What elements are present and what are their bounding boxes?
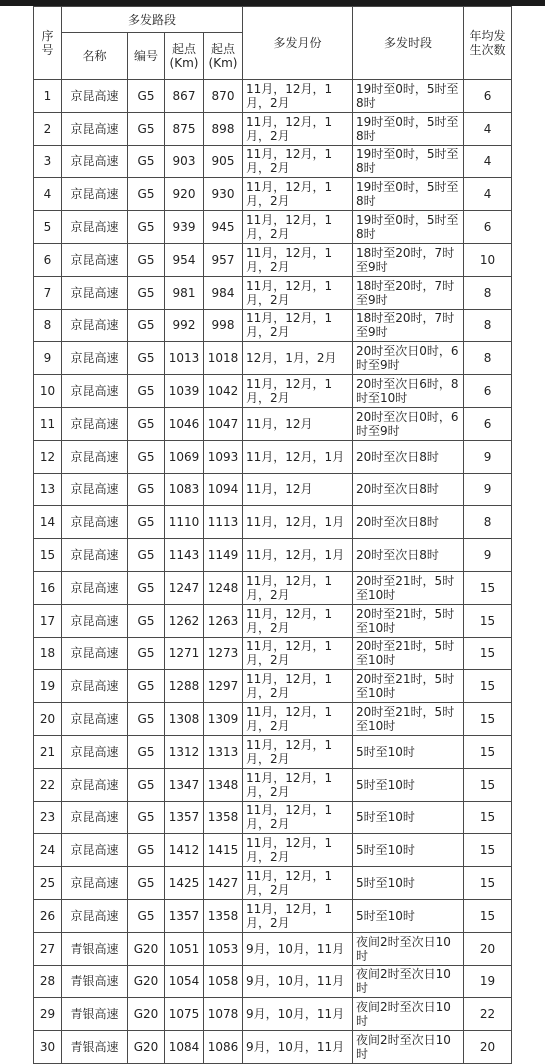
row-months: 11月，12月，1月，2月 (243, 211, 353, 244)
row-hours: 19时至0时，5时至8时 (353, 211, 464, 244)
row-end-km: 1042 (204, 375, 243, 408)
row-months: 11月，12月 (243, 473, 353, 506)
row-annual-count: 22 (464, 998, 512, 1031)
row-seq: 13 (34, 473, 62, 506)
row-annual-count: 15 (464, 703, 512, 736)
row-months: 12月，1月，2月 (243, 342, 353, 375)
header-months: 多发月份 (243, 7, 353, 80)
table-row (34, 604, 512, 637)
row-road-code: G5 (128, 571, 165, 604)
row-road-name: 京昆高速 (62, 506, 128, 539)
row-end-km: 1094 (204, 473, 243, 506)
row-hours: 20时至21时，5时至10时 (353, 571, 464, 604)
row-road-name: 京昆高速 (62, 801, 128, 834)
row-road-name: 京昆高速 (62, 80, 128, 113)
row-hours: 5时至10时 (353, 801, 464, 834)
header-hours: 多发时段 (353, 7, 464, 80)
row-start-km: 1357 (165, 801, 204, 834)
row-road-name: 京昆高速 (62, 211, 128, 244)
row-end-km: 1313 (204, 735, 243, 768)
row-annual-count: 19 (464, 965, 512, 998)
row-start-km: 939 (165, 211, 204, 244)
row-seq: 7 (34, 276, 62, 309)
row-months: 9月，10月，11月 (243, 965, 353, 998)
row-months: 11月，12月，1月，2月 (243, 834, 353, 867)
row-road-code: G5 (128, 375, 165, 408)
row-annual-count: 15 (464, 768, 512, 801)
row-road-code: G5 (128, 178, 165, 211)
row-end-km: 957 (204, 243, 243, 276)
row-seq: 9 (34, 342, 62, 375)
row-hours: 20时至21时，5时至10时 (353, 703, 464, 736)
row-end-km: 930 (204, 178, 243, 211)
row-start-km: 954 (165, 243, 204, 276)
header-name: 名称 (62, 33, 128, 80)
row-road-name: 京昆高速 (62, 571, 128, 604)
row-hours: 5时至10时 (353, 768, 464, 801)
row-hours: 20时至次日0时，6时至9时 (353, 342, 464, 375)
table-row (34, 309, 512, 342)
row-end-km: 1058 (204, 965, 243, 998)
header-annual-count: 年均发生次数 (464, 7, 512, 80)
row-end-km: 1273 (204, 637, 243, 670)
row-seq: 5 (34, 211, 62, 244)
row-start-km: 981 (165, 276, 204, 309)
row-end-km: 1018 (204, 342, 243, 375)
row-start-km: 875 (165, 112, 204, 145)
row-months: 11月，12月，1月，2月 (243, 703, 353, 736)
row-seq: 16 (34, 571, 62, 604)
table-row (34, 768, 512, 801)
table-row (34, 473, 512, 506)
row-months: 11月，12月，1月，2月 (243, 801, 353, 834)
row-road-name: 京昆高速 (62, 243, 128, 276)
row-months: 9月，10月，11月 (243, 932, 353, 965)
row-road-code: G5 (128, 276, 165, 309)
row-road-name: 京昆高速 (62, 178, 128, 211)
row-months: 11月，12月 (243, 407, 353, 440)
row-start-km: 920 (165, 178, 204, 211)
row-road-name: 京昆高速 (62, 309, 128, 342)
row-end-km: 1113 (204, 506, 243, 539)
row-seq: 14 (34, 506, 62, 539)
row-annual-count: 8 (464, 506, 512, 539)
row-start-km: 903 (165, 145, 204, 178)
row-start-km: 1051 (165, 932, 204, 965)
table-row (34, 571, 512, 604)
row-annual-count: 6 (464, 211, 512, 244)
table-row (34, 1031, 512, 1064)
row-annual-count: 8 (464, 342, 512, 375)
row-road-name: 京昆高速 (62, 867, 128, 900)
row-road-code: G20 (128, 1031, 165, 1064)
row-annual-count: 15 (464, 735, 512, 768)
row-annual-count: 15 (464, 604, 512, 637)
row-months: 11月，12月，1月，2月 (243, 309, 353, 342)
row-annual-count: 6 (464, 407, 512, 440)
row-road-code: G5 (128, 735, 165, 768)
row-hours: 5时至10时 (353, 899, 464, 932)
row-end-km: 870 (204, 80, 243, 113)
row-end-km: 1149 (204, 539, 243, 572)
row-months: 11月，12月，1月，2月 (243, 243, 353, 276)
table-row (34, 703, 512, 736)
row-annual-count: 8 (464, 309, 512, 342)
row-hours: 19时至0时，5时至8时 (353, 112, 464, 145)
row-seq: 21 (34, 735, 62, 768)
row-annual-count: 8 (464, 276, 512, 309)
row-road-code: G5 (128, 670, 165, 703)
row-seq: 4 (34, 178, 62, 211)
row-road-name: 青银高速 (62, 998, 128, 1031)
table-row (34, 440, 512, 473)
table-row (34, 243, 512, 276)
row-months: 11月，12月，1月 (243, 506, 353, 539)
row-end-km: 1248 (204, 571, 243, 604)
row-months: 11月，12月，1月，2月 (243, 867, 353, 900)
row-start-km: 1013 (165, 342, 204, 375)
row-start-km: 1357 (165, 899, 204, 932)
row-road-code: G5 (128, 112, 165, 145)
row-seq: 23 (34, 801, 62, 834)
row-start-km: 1110 (165, 506, 204, 539)
row-road-name: 京昆高速 (62, 834, 128, 867)
row-hours: 20时至21时，5时至10时 (353, 604, 464, 637)
row-annual-count: 15 (464, 899, 512, 932)
row-road-name: 京昆高速 (62, 112, 128, 145)
row-road-code: G5 (128, 867, 165, 900)
row-road-name: 京昆高速 (62, 407, 128, 440)
table-row (34, 801, 512, 834)
row-road-code: G20 (128, 965, 165, 998)
row-annual-count: 15 (464, 571, 512, 604)
row-road-name: 京昆高速 (62, 768, 128, 801)
row-road-name: 青银高速 (62, 932, 128, 965)
row-start-km: 1069 (165, 440, 204, 473)
row-road-code: G5 (128, 309, 165, 342)
row-seq: 30 (34, 1031, 62, 1064)
row-road-code: G5 (128, 145, 165, 178)
row-road-code: G5 (128, 703, 165, 736)
row-road-code: G5 (128, 604, 165, 637)
row-end-km: 945 (204, 211, 243, 244)
row-road-code: G20 (128, 998, 165, 1031)
row-start-km: 1308 (165, 703, 204, 736)
row-annual-count: 15 (464, 801, 512, 834)
row-road-name: 京昆高速 (62, 899, 128, 932)
row-months: 11月，12月，1月，2月 (243, 768, 353, 801)
table-row (34, 932, 512, 965)
row-hours: 夜间2时至次日10时 (353, 932, 464, 965)
row-seq: 28 (34, 965, 62, 998)
row-hours: 18时至20时，7时至9时 (353, 276, 464, 309)
table-row (34, 80, 512, 113)
row-road-name: 京昆高速 (62, 604, 128, 637)
row-annual-count: 10 (464, 243, 512, 276)
row-end-km: 1358 (204, 801, 243, 834)
table-row (34, 867, 512, 900)
row-hours: 20时至次日8时 (353, 473, 464, 506)
row-end-km: 984 (204, 276, 243, 309)
table-row (34, 211, 512, 244)
row-end-km: 898 (204, 112, 243, 145)
row-hours: 夜间2时至次日10时 (353, 1031, 464, 1064)
row-seq: 6 (34, 243, 62, 276)
row-road-name: 京昆高速 (62, 637, 128, 670)
table-row (34, 112, 512, 145)
row-road-code: G5 (128, 899, 165, 932)
row-road-name: 京昆高速 (62, 703, 128, 736)
row-months: 11月，12月，1月，2月 (243, 276, 353, 309)
row-start-km: 992 (165, 309, 204, 342)
table-row (34, 899, 512, 932)
row-months: 11月，12月，1月，2月 (243, 604, 353, 637)
row-months: 9月，10月，11月 (243, 1031, 353, 1064)
row-start-km: 1247 (165, 571, 204, 604)
header-end-km: 起点(Km) (204, 33, 243, 80)
row-hours: 20时至次日8时 (353, 506, 464, 539)
row-months: 11月，12月，1月，2月 (243, 670, 353, 703)
table-row (34, 670, 512, 703)
row-end-km: 1053 (204, 932, 243, 965)
row-months: 11月，12月，1月 (243, 440, 353, 473)
row-road-name: 京昆高速 (62, 145, 128, 178)
row-end-km: 1415 (204, 834, 243, 867)
row-seq: 15 (34, 539, 62, 572)
row-months: 9月，10月，11月 (243, 998, 353, 1031)
table-row (34, 735, 512, 768)
row-road-code: G5 (128, 80, 165, 113)
row-months: 11月，12月，1月 (243, 539, 353, 572)
row-road-name: 青银高速 (62, 1031, 128, 1064)
table-row (34, 998, 512, 1031)
row-hours: 20时至次日8时 (353, 539, 464, 572)
row-seq: 2 (34, 112, 62, 145)
row-annual-count: 4 (464, 178, 512, 211)
row-start-km: 1054 (165, 965, 204, 998)
row-hours: 18时至20时，7时至9时 (353, 309, 464, 342)
row-annual-count: 9 (464, 473, 512, 506)
table-row (34, 145, 512, 178)
table-row (34, 539, 512, 572)
row-months: 11月，12月，1月，2月 (243, 178, 353, 211)
header-start-km: 起点(Km) (165, 33, 204, 80)
header-road-section: 多发路段 (62, 7, 243, 33)
accident-hotspot-table (33, 6, 512, 1064)
row-seq: 11 (34, 407, 62, 440)
row-end-km: 1263 (204, 604, 243, 637)
row-annual-count: 20 (464, 1031, 512, 1064)
row-annual-count: 15 (464, 867, 512, 900)
row-end-km: 1078 (204, 998, 243, 1031)
row-end-km: 1348 (204, 768, 243, 801)
table-row (34, 342, 512, 375)
row-annual-count: 6 (464, 80, 512, 113)
row-months: 11月，12月，1月，2月 (243, 899, 353, 932)
row-road-code: G5 (128, 801, 165, 834)
row-road-name: 京昆高速 (62, 735, 128, 768)
row-start-km: 867 (165, 80, 204, 113)
row-hours: 夜间2时至次日10时 (353, 998, 464, 1031)
row-hours: 18时至20时，7时至9时 (353, 243, 464, 276)
row-hours: 20时至次日0时，6时至9时 (353, 407, 464, 440)
row-road-name: 京昆高速 (62, 539, 128, 572)
row-hours: 20时至次日6时，8时至10时 (353, 375, 464, 408)
row-road-code: G5 (128, 834, 165, 867)
header-seq: 序号 (34, 7, 62, 80)
row-road-code: G5 (128, 539, 165, 572)
row-months: 11月，12月，1月，2月 (243, 735, 353, 768)
table-row (34, 407, 512, 440)
row-seq: 1 (34, 80, 62, 113)
row-months: 11月，12月，1月，2月 (243, 637, 353, 670)
row-hours: 20时至次日8时 (353, 440, 464, 473)
row-seq: 27 (34, 932, 62, 965)
row-hours: 19时至0时，5时至8时 (353, 145, 464, 178)
row-seq: 26 (34, 899, 62, 932)
row-hours: 5时至10时 (353, 867, 464, 900)
row-seq: 20 (34, 703, 62, 736)
row-road-name: 京昆高速 (62, 375, 128, 408)
row-hours: 夜间2时至次日10时 (353, 965, 464, 998)
row-road-code: G5 (128, 407, 165, 440)
row-hours: 20时至21时，5时至10时 (353, 670, 464, 703)
row-road-code: G5 (128, 440, 165, 473)
row-road-name: 京昆高速 (62, 342, 128, 375)
row-months: 11月，12月，1月，2月 (243, 145, 353, 178)
row-end-km: 1093 (204, 440, 243, 473)
row-start-km: 1084 (165, 1031, 204, 1064)
row-start-km: 1288 (165, 670, 204, 703)
row-annual-count: 9 (464, 440, 512, 473)
row-start-km: 1347 (165, 768, 204, 801)
row-seq: 17 (34, 604, 62, 637)
row-months: 11月，12月，1月，2月 (243, 375, 353, 408)
row-annual-count: 15 (464, 637, 512, 670)
row-road-name: 京昆高速 (62, 670, 128, 703)
table-row (34, 965, 512, 998)
row-road-name: 青银高速 (62, 965, 128, 998)
row-hours: 19时至0时，5时至8时 (353, 178, 464, 211)
row-seq: 22 (34, 768, 62, 801)
row-end-km: 1086 (204, 1031, 243, 1064)
row-start-km: 1262 (165, 604, 204, 637)
row-annual-count: 20 (464, 932, 512, 965)
row-end-km: 1297 (204, 670, 243, 703)
row-start-km: 1271 (165, 637, 204, 670)
row-road-code: G5 (128, 768, 165, 801)
table-row (34, 506, 512, 539)
row-end-km: 1309 (204, 703, 243, 736)
row-road-name: 京昆高速 (62, 473, 128, 506)
row-start-km: 1046 (165, 407, 204, 440)
row-annual-count: 4 (464, 112, 512, 145)
table-row (34, 834, 512, 867)
row-seq: 10 (34, 375, 62, 408)
row-annual-count: 15 (464, 670, 512, 703)
row-end-km: 1427 (204, 867, 243, 900)
row-road-name: 京昆高速 (62, 276, 128, 309)
row-end-km: 905 (204, 145, 243, 178)
table-row (34, 637, 512, 670)
row-months: 11月，12月，1月，2月 (243, 112, 353, 145)
row-hours: 19时至0时，5时至8时 (353, 80, 464, 113)
row-road-code: G5 (128, 637, 165, 670)
row-start-km: 1083 (165, 473, 204, 506)
row-annual-count: 6 (464, 375, 512, 408)
row-end-km: 1358 (204, 899, 243, 932)
row-start-km: 1425 (165, 867, 204, 900)
table-header (34, 7, 512, 80)
row-road-code: G20 (128, 932, 165, 965)
row-start-km: 1075 (165, 998, 204, 1031)
row-seq: 12 (34, 440, 62, 473)
table-row (34, 178, 512, 211)
row-road-name: 京昆高速 (62, 440, 128, 473)
row-annual-count: 15 (464, 834, 512, 867)
row-hours: 5时至10时 (353, 834, 464, 867)
row-road-code: G5 (128, 342, 165, 375)
table-row (34, 375, 512, 408)
row-road-code: G5 (128, 473, 165, 506)
row-road-code: G5 (128, 211, 165, 244)
row-annual-count: 9 (464, 539, 512, 572)
row-hours: 5时至10时 (353, 735, 464, 768)
row-months: 11月，12月，1月，2月 (243, 80, 353, 113)
row-seq: 8 (34, 309, 62, 342)
table-body (34, 80, 512, 1064)
row-months: 11月，12月，1月，2月 (243, 571, 353, 604)
row-annual-count: 4 (464, 145, 512, 178)
row-start-km: 1412 (165, 834, 204, 867)
row-seq: 18 (34, 637, 62, 670)
row-road-code: G5 (128, 243, 165, 276)
row-start-km: 1039 (165, 375, 204, 408)
row-end-km: 1047 (204, 407, 243, 440)
row-seq: 19 (34, 670, 62, 703)
table-row (34, 276, 512, 309)
row-seq: 25 (34, 867, 62, 900)
row-start-km: 1143 (165, 539, 204, 572)
header-code: 编号 (128, 33, 165, 80)
row-start-km: 1312 (165, 735, 204, 768)
row-road-code: G5 (128, 506, 165, 539)
row-seq: 3 (34, 145, 62, 178)
row-end-km: 998 (204, 309, 243, 342)
row-hours: 20时至21时，5时至10时 (353, 637, 464, 670)
row-seq: 29 (34, 998, 62, 1031)
row-seq: 24 (34, 834, 62, 867)
